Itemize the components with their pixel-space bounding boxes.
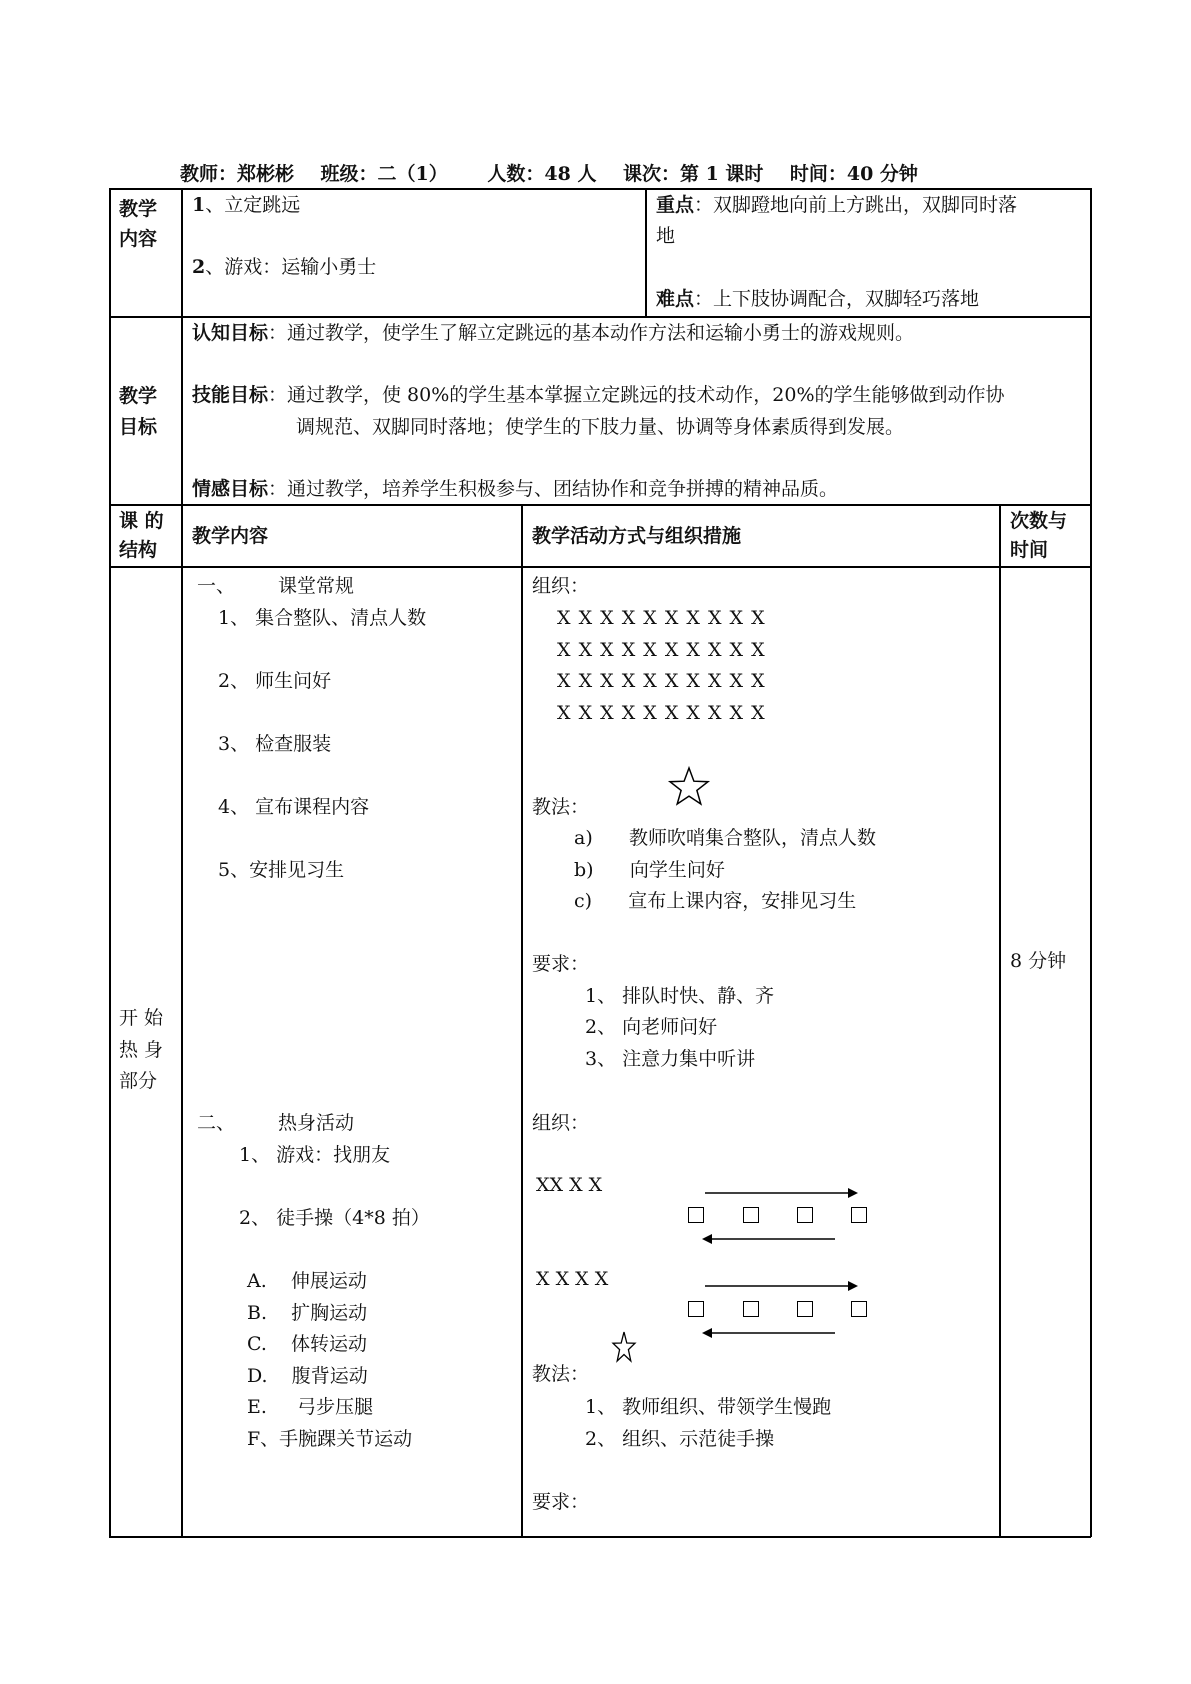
difficulty-label: 难点: [656, 288, 695, 310]
table-divider: [521, 504, 523, 1537]
table-border-bottom: [109, 1536, 1091, 1538]
marker-square-icon: [743, 1301, 759, 1317]
exercise-item: D. 腹背运动: [247, 1365, 368, 1387]
method-label: 教法：: [532, 1363, 590, 1385]
student-count-label: 人数：48 人: [487, 163, 597, 185]
method-item: a) 教师吹哨集合整队，清点人数: [574, 827, 876, 849]
table-divider: [109, 316, 1091, 318]
item-text: 、立定跳远: [205, 194, 301, 216]
formation-row: X X X X X X X X X X: [557, 639, 766, 661]
content-row-label: [119, 194, 157, 254]
table-border-left: [109, 188, 111, 1537]
part1-title: 课堂常规: [278, 575, 355, 597]
requirement-label: 要求：: [532, 1491, 590, 1513]
table-divider: [999, 504, 1001, 1537]
key-point-label: 重点: [656, 194, 695, 216]
exercise-item: B. 扩胸运动: [247, 1302, 368, 1324]
part2-item: 1、 游戏：找朋友: [239, 1144, 391, 1166]
organization-label: 组织：: [532, 575, 590, 597]
part1-item: 5、安排见习生: [218, 859, 345, 881]
method-item: c) 宣布上课内容，安排见习生: [574, 890, 857, 912]
difficulty-text: ：上下肢协调配合，双脚轻巧落地: [694, 288, 980, 310]
header-line: 次数与: [1010, 510, 1068, 532]
label-line: 教学: [119, 385, 158, 407]
lesson-number-label: 课次：第 1 课时: [622, 163, 764, 185]
part2-item: 2、 徒手操（4*8 拍）: [239, 1207, 430, 1229]
item-number: 1: [192, 194, 206, 216]
structure-column-header: [119, 507, 164, 565]
requirement-item: 2、 向老师问好: [585, 1016, 718, 1038]
skill-goal-continued: 调规范、双脚同时落地；使学生的下肢力量、协调等身体素质得到发展。: [296, 416, 905, 438]
goals-row-label: [119, 381, 157, 443]
return-arrow-icon: [700, 1231, 860, 1251]
marker-square-icon: [688, 1301, 704, 1317]
method-label: 教法：: [532, 796, 590, 818]
table-divider: [181, 188, 183, 1537]
label-line: 内容: [119, 228, 158, 250]
table-border-top: [109, 188, 1091, 190]
duration-label: 时间：40 分钟: [789, 163, 918, 185]
formation-row: X X X X X X X X X X: [557, 607, 766, 629]
key-point: [656, 194, 1017, 216]
table-divider: [109, 504, 1091, 506]
part1-item: 1、 集合整队、清点人数: [218, 607, 427, 629]
teacher-star-icon: [612, 1330, 636, 1364]
goal-label: 认知目标: [192, 322, 269, 344]
duration-value: 8 分钟: [1010, 950, 1067, 972]
student-group: X X X X: [536, 1268, 609, 1290]
cognitive-goal: [192, 322, 914, 344]
activity-column-header: 教学活动方式与组织措施: [532, 525, 742, 547]
method-item: b) 向学生问好: [574, 859, 725, 881]
item-text: 、游戏：运输小勇士: [205, 256, 377, 278]
return-arrow-icon: [700, 1325, 860, 1345]
key-point-text: ：双脚蹬地向前上方跳出，双脚同时落: [694, 194, 1018, 216]
label-line: 目标: [119, 416, 158, 438]
key-point-continued: 地: [656, 225, 676, 247]
teacher-label: 教师：郑彬彬: [180, 163, 295, 185]
class-label: 班级：二（1）: [320, 163, 448, 185]
part1-item: 2、 师生问好: [218, 670, 332, 692]
header-line: 时间: [1010, 539, 1049, 561]
table-border-right: [1090, 188, 1092, 1537]
organization-label: 组织：: [532, 1112, 590, 1134]
label-line: 教学: [119, 198, 158, 220]
marker-square-icon: [743, 1207, 759, 1223]
marker-square-icon: [797, 1301, 813, 1317]
content-item-2: [192, 256, 376, 278]
header-line: 结构: [119, 539, 158, 561]
header-line: 课 的: [119, 510, 164, 532]
goal-text: ：通过教学，使 80%的学生基本掌握立定跳远的技术动作，20%的学生能够做到动作协: [268, 384, 1005, 406]
item-number: 2: [192, 256, 206, 278]
forward-arrow-icon: [700, 1278, 860, 1298]
label-line: 热 身: [119, 1038, 164, 1061]
part2-title: 热身活动: [278, 1112, 355, 1134]
method-item: 1、 教师组织、带领学生慢跑: [585, 1396, 832, 1418]
exercise-item: F、手腕踝关节运动: [247, 1428, 413, 1450]
part1-item: 4、 宣布课程内容: [218, 796, 370, 818]
requirement-item: 1、 排队时快、静、齐: [585, 985, 775, 1007]
exercise-item: C. 体转运动: [247, 1333, 368, 1355]
label-line: 开 始: [119, 1007, 164, 1029]
part2-number: 二、: [197, 1112, 236, 1134]
method-item: 2、 组织、示范徒手操: [585, 1428, 775, 1450]
exercise-item: A. 伸展运动: [247, 1270, 367, 1292]
student-group: XX X X: [536, 1174, 603, 1196]
time-column-header: [1010, 507, 1067, 565]
table-divider: [645, 188, 647, 317]
emotional-goal: [192, 478, 838, 500]
table-divider: [109, 566, 1091, 568]
goal-text: ：通过教学，培养学生积极参与、团结协作和竞争拼搏的精神品质。: [268, 478, 839, 500]
marker-square-icon: [851, 1301, 867, 1317]
goal-text: ：通过教学，使学生了解立定跳远的基本动作方法和运输小勇士的游戏规则。: [268, 322, 915, 344]
part1-number: 一、: [197, 575, 236, 597]
requirement-label: 要求：: [532, 953, 590, 975]
requirement-item: 3、 注意力集中听讲: [585, 1048, 756, 1070]
marker-square-icon: [688, 1207, 704, 1223]
formation-row: X X X X X X X X X X: [557, 670, 766, 692]
exercise-item: E. 弓步压腿: [247, 1396, 374, 1418]
goal-label: 情感目标: [192, 478, 269, 500]
teacher-star-icon: [668, 766, 710, 806]
content-item-1: [192, 194, 300, 216]
warmup-section-label: [119, 1003, 163, 1098]
marker-square-icon: [851, 1207, 867, 1223]
part1-item: 3、 检查服装: [218, 733, 332, 755]
marker-square-icon: [797, 1207, 813, 1223]
difficulty: [656, 288, 979, 310]
content-column-header: 教学内容: [192, 525, 269, 547]
label-line: 部分: [119, 1070, 158, 1092]
goal-label: 技能目标: [192, 384, 269, 406]
skill-goal: [192, 384, 1005, 406]
formation-row: X X X X X X X X X X: [557, 702, 766, 724]
